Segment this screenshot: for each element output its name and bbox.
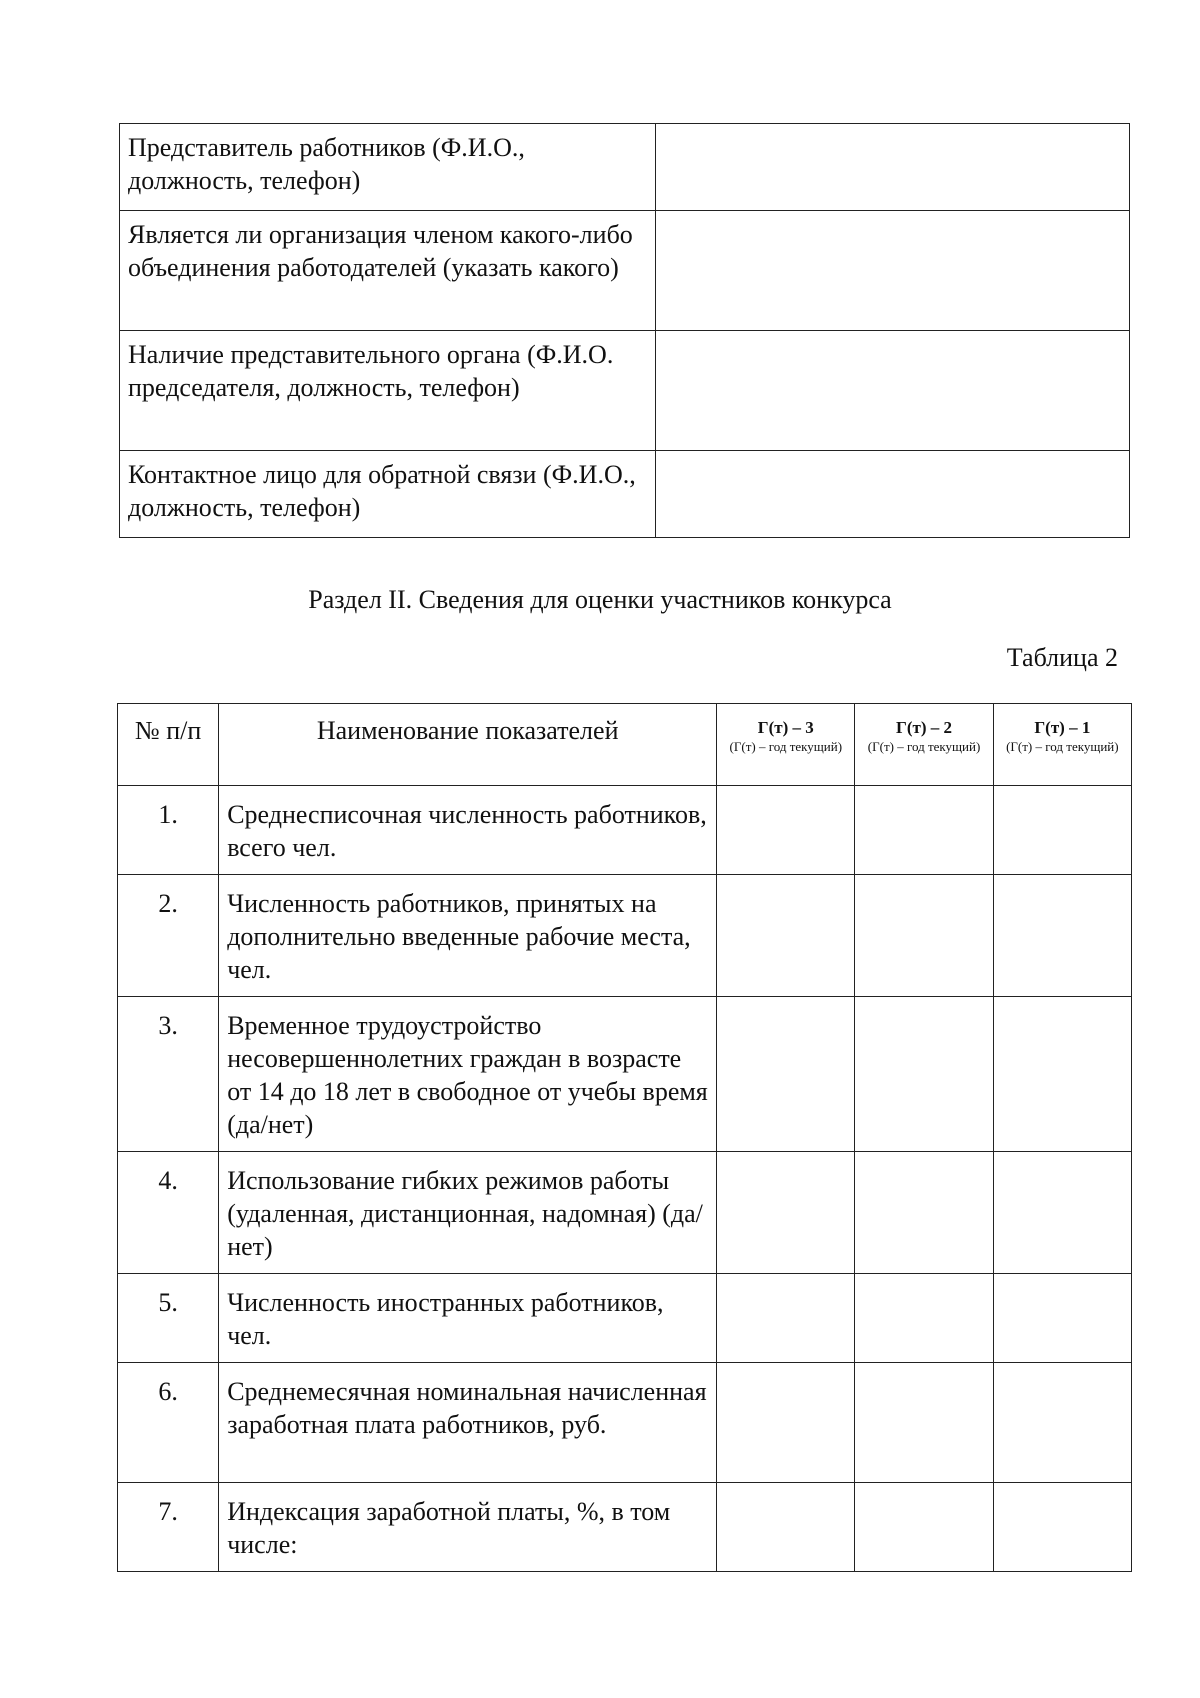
year-value-cell[interactable] <box>855 997 993 1152</box>
header-indicator-name: Наименование показателей <box>219 704 717 786</box>
year-value-cell[interactable] <box>855 1483 993 1572</box>
row-indicator-name: Численность иностранных работников, чел. <box>219 1274 717 1363</box>
row-indicator-name: Среднемесячная номинальная начисленная заработная плата работников, руб. <box>219 1363 717 1483</box>
section-title: Раздел II. Сведения для оценки участников конкурса <box>308 585 892 614</box>
row-value-field[interactable] <box>656 331 1130 451</box>
header-year-label: Г(т) – 3 <box>757 718 814 737</box>
row-indicator-name: Индексация заработной платы, %, в том числе: <box>219 1483 717 1572</box>
row-indicator-name: Среднесписочная численность работников, всего чел. <box>219 786 717 875</box>
year-value-cell[interactable] <box>717 1152 855 1274</box>
year-value-cell[interactable] <box>993 786 1131 875</box>
year-value-cell[interactable] <box>717 1483 855 1572</box>
year-value-cell[interactable] <box>855 1274 993 1363</box>
year-value-cell[interactable] <box>993 1152 1131 1274</box>
organization-info-table <box>119 123 1130 538</box>
table-row <box>120 331 1130 451</box>
table-row <box>118 1363 1132 1483</box>
row-label: Контактное лицо для обратной связи (Ф.И.О., должность, телефон) <box>120 451 656 538</box>
table-row <box>118 875 1132 997</box>
year-value-cell[interactable] <box>993 1274 1131 1363</box>
year-value-cell[interactable] <box>717 997 855 1152</box>
table-row <box>120 124 1130 211</box>
header-year-t-minus-3 <box>717 704 855 786</box>
year-value-cell[interactable] <box>717 1363 855 1483</box>
table-row <box>118 1483 1132 1572</box>
row-value-field[interactable] <box>656 211 1130 331</box>
row-label: Представитель работников (Ф.И.О., должность, телефон) <box>120 124 656 211</box>
year-value-cell[interactable] <box>855 1363 993 1483</box>
header-year-label: Г(т) – 1 <box>1034 718 1091 737</box>
metrics-table <box>117 703 1132 1572</box>
year-value-cell[interactable] <box>855 786 993 875</box>
row-number: 2. <box>118 875 219 997</box>
year-value-cell[interactable] <box>717 786 855 875</box>
year-value-cell[interactable] <box>855 875 993 997</box>
row-label: Наличие представительного органа (Ф.И.О. председателя, должность, телефон) <box>120 331 656 451</box>
header-year-t-minus-1 <box>993 704 1131 786</box>
header-year-note: (Г(т) – год текущий) <box>867 739 981 754</box>
row-label: Является ли организация членом какого-либо объединения работодателей (указать какого) <box>120 211 656 331</box>
row-value-field[interactable] <box>656 451 1130 538</box>
header-year-label: Г(т) – 2 <box>896 718 953 737</box>
year-value-cell[interactable] <box>717 875 855 997</box>
year-value-cell[interactable] <box>993 1483 1131 1572</box>
table-row <box>118 1274 1132 1363</box>
row-number: 6. <box>118 1363 219 1483</box>
row-indicator-name: Временное трудоустройство несовершеннолетних граждан в возрасте от 14 до 18 лет в свободное от учебы время (да/нет) <box>219 997 717 1152</box>
row-value-field[interactable] <box>656 124 1130 211</box>
table-row <box>120 451 1130 538</box>
year-value-cell[interactable] <box>993 997 1131 1152</box>
year-value-cell[interactable] <box>855 1152 993 1274</box>
year-value-cell[interactable] <box>993 1363 1131 1483</box>
row-number: 3. <box>118 997 219 1152</box>
row-number: 4. <box>118 1152 219 1274</box>
header-year-note: (Г(т) – год текущий) <box>1006 739 1119 754</box>
table-row <box>118 1152 1132 1274</box>
year-value-cell[interactable] <box>717 1274 855 1363</box>
table-row <box>120 211 1130 331</box>
row-number: 5. <box>118 1274 219 1363</box>
header-year-note: (Г(т) – год текущий) <box>729 739 843 754</box>
table-row <box>118 997 1132 1152</box>
table-header-row <box>118 704 1132 786</box>
row-number: 7. <box>118 1483 219 1572</box>
header-number: № п/п <box>118 704 219 786</box>
row-indicator-name: Численность работников, принятых на дополнительно введенные рабочие места, чел. <box>219 875 717 997</box>
row-number: 1. <box>118 786 219 875</box>
table-row <box>118 786 1132 875</box>
table-number: Таблица 2 <box>1006 643 1118 672</box>
year-value-cell[interactable] <box>993 875 1131 997</box>
row-indicator-name: Использование гибких режимов работы (удаленная, дистанционная, надомная) (да/нет) <box>219 1152 717 1274</box>
header-year-t-minus-2 <box>855 704 993 786</box>
